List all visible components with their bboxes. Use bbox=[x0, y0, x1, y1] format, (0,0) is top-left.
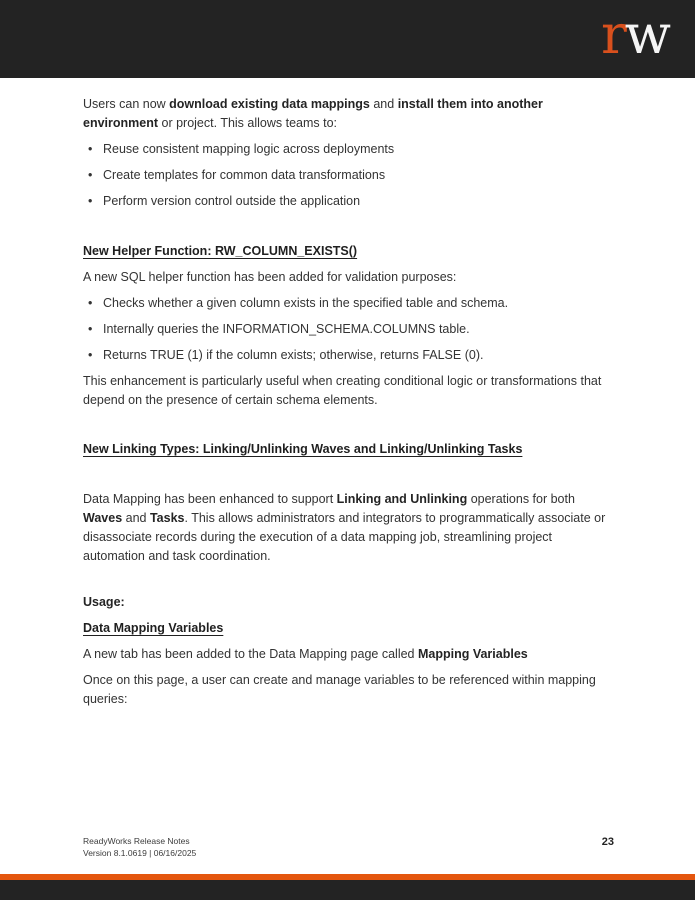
list-item bbox=[83, 140, 612, 159]
data-mapping-variables-heading: Data Mapping Variables bbox=[83, 621, 224, 635]
bullet-icon: • bbox=[88, 322, 93, 336]
list-item bbox=[83, 166, 612, 185]
bullet-icon: • bbox=[88, 348, 93, 362]
linking-run-2: operations for both bbox=[467, 492, 575, 506]
list-item-text: Checks whether a given column exists in the specified table and schema. bbox=[103, 296, 509, 310]
logo-letter-r: r bbox=[600, 3, 625, 66]
bullet-icon: • bbox=[88, 194, 93, 208]
page-number: 23 bbox=[601, 836, 614, 848]
usage-label: Usage: bbox=[83, 595, 125, 609]
list-item-text: Returns TRUE (1) if the column exists; otherwise, returns FALSE (0). bbox=[103, 348, 484, 362]
linking-run-5: Tasks bbox=[149, 511, 185, 525]
intro-run-1: download existing data mappings bbox=[169, 97, 370, 111]
linking-run-3: Waves bbox=[83, 511, 123, 525]
helper-intro-paragraph: A new SQL helper function has been added for validation purposes: bbox=[83, 270, 457, 284]
helper-function-heading: New Helper Function: RW_COLUMN_EXISTS() bbox=[83, 244, 358, 258]
list-item bbox=[83, 346, 612, 365]
intro-bullet-list bbox=[83, 140, 612, 211]
footer-doc-info bbox=[83, 835, 196, 859]
list-item bbox=[83, 294, 612, 313]
list-item-text: Perform version control outside the application bbox=[103, 194, 361, 208]
footer-version: Version 8.1.0619 | 06/16/2025 bbox=[83, 848, 197, 858]
list-item-text: Reuse consistent mapping logic across deployments bbox=[103, 142, 395, 156]
variables-run-0: A new tab has been added to the Data Mapping page called bbox=[83, 647, 418, 661]
list-item-text: Create templates for common data transformations bbox=[103, 168, 386, 182]
page-content bbox=[0, 78, 695, 709]
intro-run-2: and bbox=[369, 97, 398, 111]
list-item-text: Internally queries the INFORMATION_SCHEMA.COLUMNS table. bbox=[103, 322, 470, 336]
linking-types-heading: New Linking Types: Linking/Unlinking Waves and Linking/Unlinking Tasks bbox=[83, 442, 523, 456]
mapping-variables-paragraph bbox=[83, 645, 612, 664]
footer-dark-bar bbox=[0, 880, 695, 900]
logo-letter-w: w bbox=[624, 3, 669, 66]
readyworks-logo bbox=[600, 3, 669, 66]
intro-paragraph bbox=[83, 95, 612, 133]
linking-paragraph bbox=[83, 490, 612, 566]
list-item bbox=[83, 192, 612, 211]
variables-run-1: Mapping Variables bbox=[417, 647, 528, 661]
intro-run-3: install them into another environment bbox=[83, 97, 543, 130]
footer-title: ReadyWorks Release Notes bbox=[83, 836, 190, 846]
intro-run-4: or project. This allows teams to: bbox=[158, 116, 338, 130]
header-bar bbox=[0, 0, 695, 78]
linking-run-0: Data Mapping has been enhanced to support bbox=[83, 492, 337, 506]
linking-run-6: . This allows administrators and integrators to programmatically associate or disassociate records during the execution of a data mapping job, streamlining project automation and task coordination. bbox=[83, 511, 606, 563]
bullet-icon: • bbox=[88, 168, 93, 182]
bullet-icon: • bbox=[88, 296, 93, 310]
linking-run-1: Linking and Unlinking bbox=[336, 492, 468, 506]
list-item bbox=[83, 320, 612, 339]
linking-run-4: and bbox=[122, 511, 150, 525]
helper-bullet-list bbox=[83, 294, 612, 365]
helper-note-paragraph: This enhancement is particularly useful when creating conditional logic or transformations that depend on the presence of certain schema elements. bbox=[83, 374, 602, 407]
intro-run-0: Users can now bbox=[83, 97, 170, 111]
bullet-icon: • bbox=[88, 142, 93, 156]
variables-note-paragraph: Once on this page, a user can create and manage variables to be referenced within mapping queries: bbox=[83, 673, 596, 706]
